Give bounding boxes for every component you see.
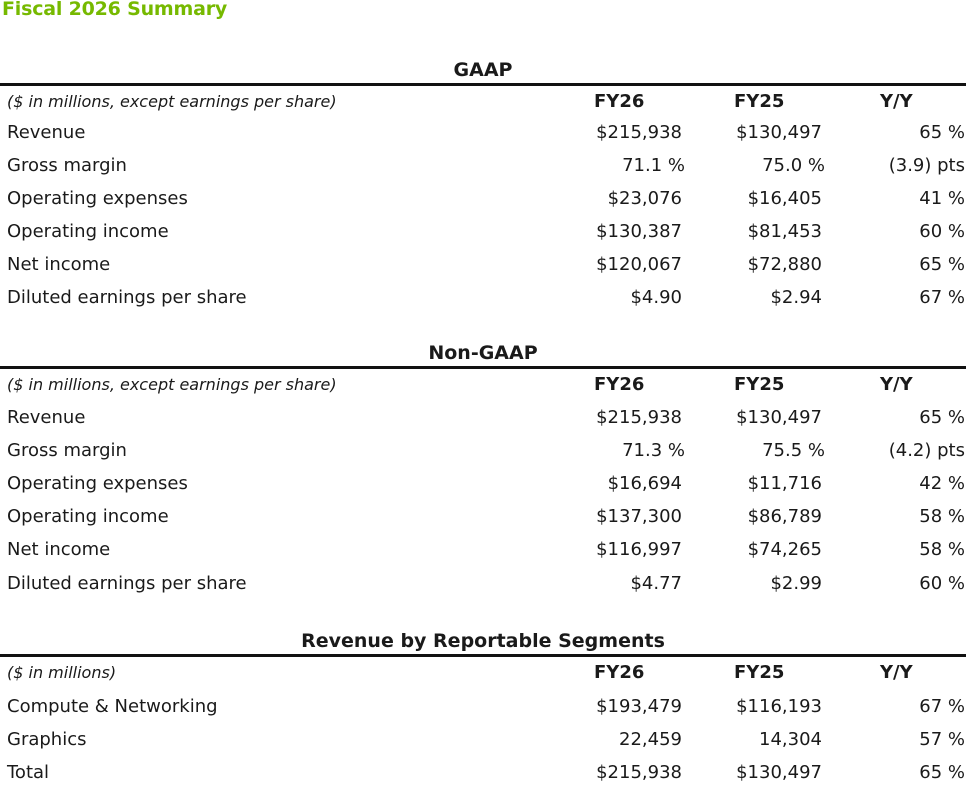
value-fy25: 75.0 % <box>762 155 825 176</box>
column-header-fy26: FY26 <box>594 662 645 683</box>
value-yy: (4.2) pts <box>888 440 965 461</box>
value-fy26: $23,076 <box>607 188 682 209</box>
row-label: Total <box>7 762 50 783</box>
value-yy: (3.9) pts <box>888 155 965 176</box>
value-fy26: $130,387 <box>596 221 682 242</box>
value-fy25: $72,880 <box>747 254 822 275</box>
section-title: Revenue by Reportable Segments <box>301 630 665 652</box>
table-row <box>0 725 970 758</box>
table-row <box>0 758 970 791</box>
value-fy25: $130,497 <box>736 407 822 428</box>
table-header-row <box>0 370 970 403</box>
value-fy26: $215,938 <box>596 407 682 428</box>
column-header-fy25: FY25 <box>734 91 785 112</box>
value-fy25: $11,716 <box>747 473 822 494</box>
section-divider <box>0 83 966 86</box>
value-fy26: $215,938 <box>596 762 682 783</box>
row-label: Gross margin <box>7 155 127 176</box>
value-fy26: $4.90 <box>630 287 682 308</box>
section-divider <box>0 366 966 369</box>
column-header-fy26: FY26 <box>594 374 645 395</box>
value-fy25: $2.94 <box>770 287 822 308</box>
units-note: ($ in millions, except earnings per share) <box>7 375 337 394</box>
value-fy26: $116,997 <box>596 539 682 560</box>
value-yy: 41 % <box>919 188 965 209</box>
value-yy: 65 % <box>919 407 965 428</box>
value-fy25: $130,497 <box>736 762 822 783</box>
units-note: ($ in millions, except earnings per share) <box>7 92 337 111</box>
value-fy25: 14,304 <box>759 729 822 750</box>
value-fy25: $2.99 <box>770 573 822 594</box>
column-header-fy26: FY26 <box>594 91 645 112</box>
table-row <box>0 217 970 250</box>
value-yy: 67 % <box>919 696 965 717</box>
value-fy25: $74,265 <box>747 539 822 560</box>
value-fy25: 75.5 % <box>762 440 825 461</box>
value-yy: 42 % <box>919 473 965 494</box>
table-row <box>0 250 970 283</box>
table-row <box>0 436 970 469</box>
row-label: Compute & Networking <box>7 696 218 717</box>
table-row <box>0 118 970 151</box>
column-header-yy: Y/Y <box>880 91 913 112</box>
table-row <box>0 692 970 725</box>
row-label: Net income <box>7 254 111 275</box>
value-fy26: $120,067 <box>596 254 682 275</box>
value-yy: 58 % <box>919 506 965 527</box>
value-fy26: $215,938 <box>596 122 682 143</box>
section-divider <box>0 654 966 657</box>
column-header-yy: Y/Y <box>880 374 913 395</box>
table-row <box>0 403 970 436</box>
value-fy26: $193,479 <box>596 696 682 717</box>
table-row <box>0 569 970 602</box>
value-fy26: 71.3 % <box>622 440 685 461</box>
row-label: Graphics <box>7 729 87 750</box>
column-header-yy: Y/Y <box>880 662 913 683</box>
value-fy26: 22,459 <box>619 729 682 750</box>
value-yy: 65 % <box>919 122 965 143</box>
value-yy: 60 % <box>919 573 965 594</box>
units-note: ($ in millions) <box>7 663 117 682</box>
table-row <box>0 283 970 316</box>
value-fy25: $16,405 <box>747 188 822 209</box>
value-yy: 67 % <box>919 287 965 308</box>
row-label: Gross margin <box>7 440 127 461</box>
value-yy: 65 % <box>919 254 965 275</box>
table-row <box>0 502 970 535</box>
value-fy25: $86,789 <box>747 506 822 527</box>
table-row <box>0 151 970 184</box>
value-fy26: $4.77 <box>630 573 682 594</box>
row-label: Operating expenses <box>7 188 188 209</box>
row-label: Operating income <box>7 506 169 527</box>
value-yy: 60 % <box>919 221 965 242</box>
section-title: Non-GAAP <box>428 342 538 364</box>
section-title: GAAP <box>453 59 513 81</box>
row-label: Net income <box>7 539 111 560</box>
row-label: Revenue <box>7 122 86 143</box>
value-fy26: 71.1 % <box>622 155 685 176</box>
row-label: Operating expenses <box>7 473 188 494</box>
row-label: Diluted earnings per share <box>7 287 247 308</box>
column-header-fy25: FY25 <box>734 662 785 683</box>
value-fy26: $137,300 <box>596 506 682 527</box>
value-fy25: $116,193 <box>736 696 822 717</box>
row-label: Diluted earnings per share <box>7 573 247 594</box>
row-label: Revenue <box>7 407 86 428</box>
value-yy: 57 % <box>919 729 965 750</box>
value-yy: 65 % <box>919 762 965 783</box>
column-header-fy25: FY25 <box>734 374 785 395</box>
page-title: Fiscal 2026 Summary <box>2 0 228 20</box>
table-row <box>0 535 970 568</box>
table-row <box>0 469 970 502</box>
value-fy26: $16,694 <box>607 473 682 494</box>
row-label: Operating income <box>7 221 169 242</box>
value-fy25: $81,453 <box>747 221 822 242</box>
value-fy25: $130,497 <box>736 122 822 143</box>
table-row <box>0 184 970 217</box>
table-header-row <box>0 87 970 120</box>
value-yy: 58 % <box>919 539 965 560</box>
table-header-row <box>0 658 970 691</box>
